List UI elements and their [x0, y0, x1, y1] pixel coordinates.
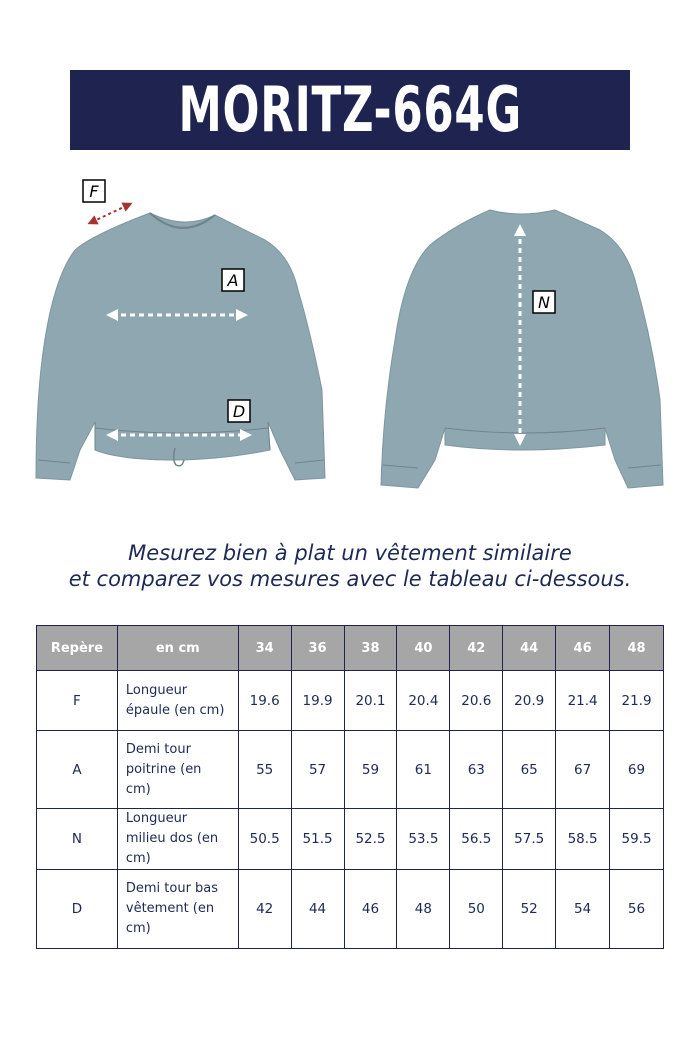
back-sweater	[381, 210, 663, 488]
header-cell: 38	[344, 626, 397, 671]
table-cell: 57.5	[503, 809, 556, 870]
front-sweater	[36, 205, 325, 480]
table-cell: 57	[291, 731, 344, 809]
table-cell: 21.4	[556, 671, 610, 731]
marker-n	[533, 291, 555, 313]
back-sweater-body	[381, 210, 663, 488]
table-cell: 67	[556, 731, 610, 809]
front-sweater-body	[36, 213, 325, 480]
instructions-line-2: et comparez vos mesures avec le tableau ci-dessous.	[68, 567, 632, 591]
table-cell: 20.4	[397, 671, 450, 731]
header-cell: 48	[610, 626, 664, 671]
marker-f	[83, 180, 105, 202]
row-label: Demi tour bas vêtement (en cm)	[117, 870, 238, 949]
table-cell: 42	[238, 870, 291, 949]
table-cell: 21.9	[610, 671, 664, 731]
marker-a-label: A	[227, 271, 239, 290]
table-row	[37, 671, 664, 731]
table-cell: 65	[503, 731, 556, 809]
instructions-line-1: Mesurez bien à plat un vêtement similaire	[128, 541, 572, 565]
table-cell: 58.5	[556, 809, 610, 870]
header-cell: Repère	[37, 626, 118, 671]
table-cell: 48	[397, 870, 450, 949]
header-cell: 40	[397, 626, 450, 671]
table-cell: 51.5	[291, 809, 344, 870]
measure-f-arrow	[92, 205, 128, 222]
table-cell: 46	[344, 870, 397, 949]
table-cell: 44	[291, 870, 344, 949]
title-banner	[70, 70, 630, 150]
measuring-instructions	[0, 540, 700, 592]
table-cell: 50	[450, 870, 503, 949]
table-row	[37, 870, 664, 949]
table-cell: 55	[238, 731, 291, 809]
marker-n-label: N	[538, 293, 550, 312]
garment-illustrations	[0, 160, 700, 510]
product-title: MORITZ-664G	[178, 73, 522, 146]
header-cell: 44	[503, 626, 556, 671]
header-cell: en cm	[117, 626, 238, 671]
table-row	[37, 731, 664, 809]
header-cell: 34	[238, 626, 291, 671]
table-cell: 54	[556, 870, 610, 949]
row-ref: D	[37, 870, 118, 949]
table-cell: 61	[397, 731, 450, 809]
header-cell: 46	[556, 626, 610, 671]
row-label: Longueur milieu dos (en cm)	[117, 809, 238, 870]
table-header-row	[37, 626, 664, 671]
table-cell: 19.6	[238, 671, 291, 731]
header-cell: 42	[450, 626, 503, 671]
table-cell: 59	[344, 731, 397, 809]
marker-f-label: F	[89, 182, 99, 201]
row-ref: A	[37, 731, 118, 809]
marker-a	[222, 269, 244, 291]
row-label: Demi tour poitrine (en cm)	[117, 731, 238, 809]
row-ref: N	[37, 809, 118, 870]
table-cell: 63	[450, 731, 503, 809]
table-cell: 56	[610, 870, 664, 949]
size-table	[36, 625, 664, 949]
table-cell: 56.5	[450, 809, 503, 870]
sweater-diagram	[0, 160, 700, 510]
table-cell: 20.1	[344, 671, 397, 731]
table-cell: 20.9	[503, 671, 556, 731]
marker-d	[228, 400, 250, 422]
row-ref: F	[37, 671, 118, 731]
table-cell: 69	[610, 731, 664, 809]
table-cell: 52	[503, 870, 556, 949]
row-label: Longueur épaule (en cm)	[117, 671, 238, 731]
marker-d-label: D	[232, 402, 246, 421]
table-cell: 50.5	[238, 809, 291, 870]
table-cell: 20.6	[450, 671, 503, 731]
table-cell: 53.5	[397, 809, 450, 870]
table-cell: 52.5	[344, 809, 397, 870]
header-cell: 36	[291, 626, 344, 671]
table-row	[37, 809, 664, 870]
table-cell: 19.9	[291, 671, 344, 731]
table-cell: 59.5	[610, 809, 664, 870]
